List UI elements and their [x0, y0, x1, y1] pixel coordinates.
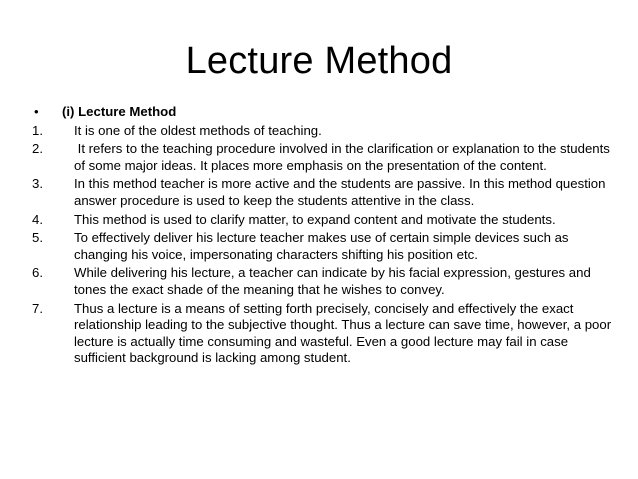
list-item-heading [32, 104, 612, 121]
list-item-number: 2. [32, 141, 43, 157]
list-item-text: It refers to the teaching procedure involved in the clarification or explanation to the students of some major ideas. It places more emphasis on the presentation of the content. [74, 141, 614, 173]
list-item [32, 123, 612, 140]
list-item-number: 4. [32, 211, 43, 227]
list-item-text: In this method teacher is more active and the students are passive. In this method question answer procedure is used to keep the students attentive in the class. [74, 176, 606, 208]
list-item-number: 5. [32, 230, 43, 246]
slide-content [32, 104, 612, 369]
list-item-text: To effectively deliver his lecture teacher makes use of certain simple devices such as changing his voice, impersonating characters shifting his position etc. [74, 230, 569, 262]
list-item-number: 1. [32, 122, 43, 138]
list-item [32, 141, 612, 174]
bullet-marker: • [34, 104, 39, 119]
list-item [32, 265, 612, 298]
list-heading-text: (i) Lecture Method [62, 104, 177, 119]
list-item [32, 301, 612, 367]
list-item [32, 176, 612, 209]
list-item-number: 6. [32, 265, 43, 281]
slide-title: Lecture Method [185, 40, 453, 82]
list-item-text: While delivering his lecture, a teacher can indicate by his facial expression, gestures and tones the exact shade of the meaning that he wishes to convey. [74, 265, 591, 297]
list-item-text: This method is used to clarify matter, to expand content and motivate the students. [74, 211, 556, 227]
list-item [32, 212, 612, 229]
list-item [32, 230, 612, 263]
list-item-text: Thus a lecture is a means of setting forth precisely, concisely and effectively the exact relationship leading to the subjective thought. Thus a lecture can save time, however, a poor lecture is actually time consuming and wasteful. Even a good lecture may fail in case sufficient background is lacking among student. [74, 300, 612, 366]
list-item-number: 3. [32, 176, 43, 192]
list-item-number: 7. [32, 300, 43, 316]
list-item-text: It is one of the oldest methods of teaching. [74, 122, 322, 138]
